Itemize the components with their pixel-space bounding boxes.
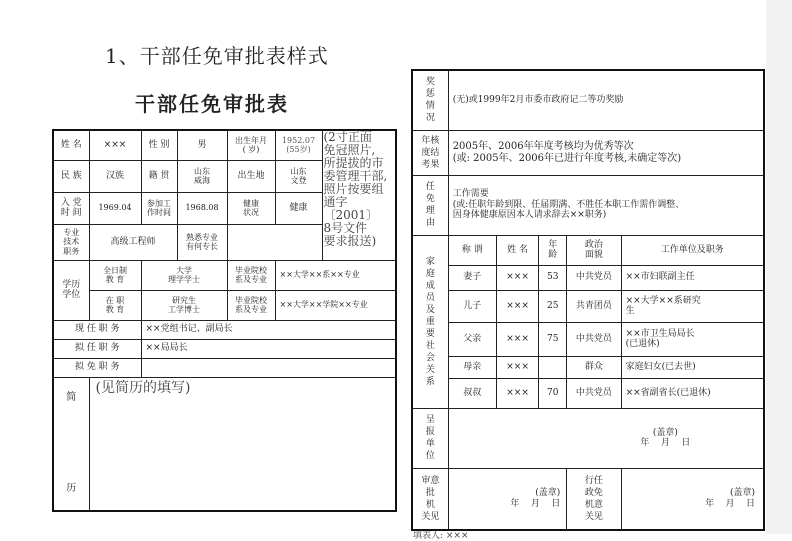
report-seal: (盖章) <box>652 427 678 438</box>
resume-value: (见简历的填写) <box>89 377 396 511</box>
form-filler-text: 填表人: ××× <box>413 531 469 541</box>
family-header-age: 年 龄 <box>539 235 567 265</box>
family-label: 家 庭 成 员 及 重 要 社 会 关 系 <box>412 235 448 408</box>
health-label: 健康 状况 <box>227 192 275 224</box>
inservice-edu-value: 研究生 工学博士 <box>141 290 227 320</box>
reason-value: 工作需要 (或:任职年龄到限、任届期满、不胜任本职工作需作调整、 因身体健康原因本人请求辞去××职务) <box>448 175 764 235</box>
proposed-post-label: 拟 任 职 务 <box>53 339 141 358</box>
fulltime-edu-value: 大学 理学学士 <box>141 260 227 290</box>
tech-title-label: 专业 技术 职务 <box>53 224 89 260</box>
inservice-school-value: ××大学××学院××专业 <box>275 290 396 320</box>
family-workplace: 家庭妇女(已去世) <box>621 356 764 378</box>
birthplace-value: 山东 文登 <box>275 160 322 192</box>
gender-label: 性 别 <box>141 130 177 160</box>
family-relation: 母亲 <box>448 356 496 378</box>
name-label: 姓 名 <box>53 130 89 160</box>
assessment-value: 2005年、2006年年度考核均为优秀等次 (或: 2005年、2006年已进行年度考核,未确定等次) <box>448 130 764 175</box>
removed-post-label: 拟 免 职 务 <box>53 358 141 377</box>
window-edge <box>766 0 792 534</box>
family-political: 中共党员 <box>567 322 621 356</box>
name-value: ××× <box>89 130 141 160</box>
family-name: ××× <box>496 290 538 322</box>
approval-date: 年 月 日 <box>510 498 561 509</box>
family-name: ××× <box>496 356 538 378</box>
admin-seal: (盖章) <box>729 488 755 499</box>
family-political: 共青团员 <box>567 290 621 322</box>
birthplace-label: 出生地 <box>227 160 275 192</box>
approval-org-value <box>448 468 567 530</box>
current-post-label: 现 任 职 务 <box>53 320 141 339</box>
award-label: 奖 惩 情 况 <box>412 70 448 130</box>
inservice-school-label: 毕业院校 系及专业 <box>227 290 275 320</box>
family-age: 70 <box>539 378 567 408</box>
award-value: (无)或1999年2月市委市政府记二等功奖励 <box>448 70 764 130</box>
ethnicity-label: 民 族 <box>53 160 89 192</box>
family-age: 25 <box>539 290 567 322</box>
work-start-value: 1968.08 <box>177 192 227 224</box>
family-workplace: ××省副省长(已退休) <box>621 378 764 408</box>
inservice-edu-label: 在 职 教 育 <box>89 290 141 320</box>
family-name: ××× <box>496 265 538 290</box>
family-header-workplace: 工作单位及职务 <box>621 235 764 265</box>
ethnicity-value: 汉族 <box>89 160 141 192</box>
current-post-value: ××党组书记、副局长 <box>141 320 396 339</box>
family-relation: 妻子 <box>448 265 496 290</box>
tech-title-value: 高级工程师 <box>89 224 177 260</box>
native-place-value: 山东 威海 <box>177 160 227 192</box>
photo-note: (2寸正面 免冠照片, 所提拔的市 委管理干部, 照片按要组 通字 〔2001〕 8号文件 要求报送) <box>322 130 396 260</box>
gender-value: 男 <box>177 130 227 160</box>
family-header-political: 政治 面貌 <box>567 235 621 265</box>
family-workplace: ××市妇联副主任 <box>621 265 764 290</box>
resume-label-bottom: 历 <box>66 482 77 494</box>
report-date: 年 月 日 <box>640 438 691 448</box>
form-title: 干部任免审批表 <box>135 92 289 116</box>
report-unit-label: 呈 报 单 位 <box>412 408 448 468</box>
native-place-label: 籍 贯 <box>141 160 177 192</box>
approval-org-label: 审意 批 机 关见 <box>412 468 448 530</box>
family-workplace: ××市卫生局局长 (已退休) <box>621 322 764 356</box>
party-join-label: 入 党 时 间 <box>53 192 89 224</box>
family-header-relation: 称 谓 <box>448 235 496 265</box>
birth-value: 1952.07 (55岁) <box>275 130 322 160</box>
family-name: ××× <box>496 322 538 356</box>
family-political: 中共党员 <box>567 378 621 408</box>
admin-org-value <box>621 468 764 530</box>
admin-date: 年 月 日 <box>705 498 755 509</box>
assessment-label: 年核 度结 考果 <box>412 130 448 175</box>
appointment-form-right <box>411 69 765 531</box>
proposed-post-value: ××局局长 <box>141 339 396 358</box>
appointment-form-left <box>52 129 397 512</box>
family-name: ××× <box>496 378 538 408</box>
resume-label-top: 简 <box>66 391 77 403</box>
family-relation: 父亲 <box>448 322 496 356</box>
reason-label: 任 免 理 由 <box>412 175 448 235</box>
specialty-label: 熟悉专业 有何专长 <box>177 224 227 260</box>
admin-org-label: 行任 政免 机意 关见 <box>567 468 621 530</box>
family-age: 53 <box>539 265 567 290</box>
family-age: 75 <box>539 322 567 356</box>
family-relation: 叔叔 <box>448 378 496 408</box>
resume-label <box>53 377 89 511</box>
family-political: 群众 <box>567 356 621 378</box>
party-join-value: 1969.04 <box>89 192 141 224</box>
approval-seal: (盖章) <box>535 488 561 499</box>
fulltime-school-label: 毕业院校 系及专业 <box>227 260 275 290</box>
family-workplace: ××大学××系研究 生 <box>621 290 764 322</box>
specialty-value <box>227 224 322 260</box>
family-relation: 儿子 <box>448 290 496 322</box>
fulltime-school-value: ××大学××系××专业 <box>275 260 396 290</box>
fulltime-edu-label: 全日制 教 育 <box>89 260 141 290</box>
work-start-label: 参加工 作时间 <box>141 192 177 224</box>
health-value: 健康 <box>275 192 322 224</box>
family-political: 中共党员 <box>567 265 621 290</box>
section-heading: 1、干部任免审批表样式 <box>105 44 329 68</box>
birth-label: 出生年月 ( 岁) <box>227 130 275 160</box>
family-age <box>539 356 567 378</box>
family-header-name: 姓 名 <box>496 235 538 265</box>
report-unit-value <box>448 408 764 468</box>
removed-post-value <box>141 358 396 377</box>
education-label: 学历 学位 <box>53 260 89 320</box>
